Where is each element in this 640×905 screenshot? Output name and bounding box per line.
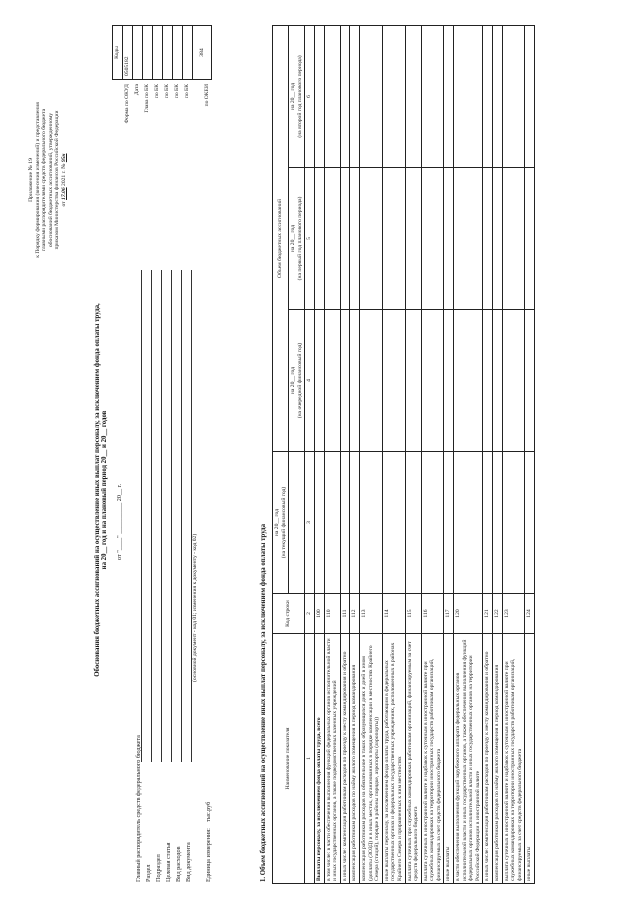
amount-cell[interactable] xyxy=(350,168,360,310)
year-label: на 20__ год xyxy=(274,508,280,537)
table-row xyxy=(525,25,535,883)
amount-cell[interactable] xyxy=(324,168,340,310)
amount-cell[interactable] xyxy=(340,452,350,594)
amount-cell[interactable] xyxy=(444,25,454,167)
document-title xyxy=(94,210,108,770)
row-indicator-name: в иных числе: компенсация работникам расходов по проезду к месту командирования и обратно xyxy=(483,634,493,884)
amount-cell[interactable] xyxy=(382,310,405,452)
amount-cell[interactable] xyxy=(502,168,525,310)
code-label: по БК xyxy=(184,84,191,99)
row-code: 112 xyxy=(350,594,360,634)
document-type-hint: (основной документ - код 01; изменения к документу - код 02) xyxy=(192,533,198,682)
appendix-date-year: 2021 г. № xyxy=(60,163,67,186)
column-number: 6 xyxy=(305,25,315,167)
row-indicator-name: компенсация работникам расходов по найму жилого помещения в период командирования xyxy=(350,634,360,884)
code-label: Форма по ОКУД xyxy=(124,84,131,124)
year-sublabel: (на текущий финансовый год) xyxy=(280,486,287,559)
amount-cell[interactable] xyxy=(502,452,525,594)
table-row xyxy=(340,25,350,883)
code-value[interactable]: 384 xyxy=(193,26,212,80)
amount-cell[interactable] xyxy=(314,168,324,310)
amount-cell[interactable] xyxy=(454,25,483,167)
amount-cell[interactable] xyxy=(350,310,360,452)
section-title: 1. Объем бюджетных ассигнований на осуществление иных выплат персоналу, за исключением фонда оплаты труда xyxy=(260,523,267,882)
amount-cell[interactable] xyxy=(421,452,444,594)
row-code: 110 xyxy=(324,594,340,634)
document-title-line: Обоснования бюджетных ассигнований на осуществление иных выплат персоналу, за исключением фонда оплаты труда, xyxy=(94,303,101,677)
field-row xyxy=(172,262,182,882)
amount-cell[interactable] xyxy=(444,310,454,452)
table-row xyxy=(359,25,382,883)
appendix-number: Приложение № 19 xyxy=(28,158,34,202)
appendix-date-value: 17.06 xyxy=(60,187,67,200)
row-indicator-name: выплата суточных в иностранной валюте и надбавок к суточным в иностранной валюте при служебных командировках на территории иностранных государств работникам организаций, финансируемых за счет средств федерального бюджета xyxy=(502,634,525,884)
amount-cell[interactable] xyxy=(483,452,493,594)
amount-cell[interactable] xyxy=(444,168,454,310)
amount-cell[interactable] xyxy=(405,310,421,452)
amount-cell[interactable] xyxy=(483,25,493,167)
amount-cell[interactable] xyxy=(340,310,350,452)
amount-cell[interactable] xyxy=(324,25,340,167)
amount-cell[interactable] xyxy=(493,168,503,310)
code-value[interactable] xyxy=(183,26,193,80)
row-code: 124 xyxy=(525,594,535,634)
field-input-line[interactable] xyxy=(141,270,142,762)
row-code: 122 xyxy=(493,594,503,634)
amount-cell[interactable] xyxy=(324,310,340,452)
code-value[interactable] xyxy=(153,26,163,80)
code-value[interactable]: 0505182 xyxy=(123,26,133,80)
amount-cell[interactable] xyxy=(382,168,405,310)
row-code: 111 xyxy=(340,594,350,634)
code-value[interactable] xyxy=(163,26,173,80)
column-header-spacer xyxy=(289,452,305,594)
codes-box xyxy=(112,25,212,155)
amount-cell[interactable] xyxy=(359,25,382,167)
row-indicator-name: компенсация работникам расходов на обязательное в таких образующихся днях и дней в ином (доплаты (ЗОЗД) и в иных местах, организованных в порядке компенсации в местностях Крайнего Севера (стаций), порядке в районы порядке, аэропорты (аэропорты)) xyxy=(359,634,382,884)
field-row xyxy=(182,262,192,882)
row-code: 116 xyxy=(421,594,444,634)
column-number: 5 xyxy=(305,168,315,310)
appendix-line: обоснований бюджетных ассигнований, утвержденному xyxy=(47,112,54,248)
appendix-line: приказом Министерства финансов Российской Федерации xyxy=(54,110,61,250)
appendix-date xyxy=(61,30,68,330)
field-input-line[interactable] xyxy=(161,270,162,762)
year-sublabel: (на первый год планового периода) xyxy=(296,196,303,281)
year-label: на 20__ год xyxy=(290,82,297,111)
code-label: по БК xyxy=(164,84,171,99)
code-label: по ОКЕИ xyxy=(203,84,210,107)
field-row xyxy=(152,262,162,882)
column-number: 3 xyxy=(305,452,315,594)
rotated-page xyxy=(20,20,620,890)
amount-cell[interactable] xyxy=(421,310,444,452)
row-code: 114 xyxy=(382,594,405,634)
column-number: 2 xyxy=(305,594,315,634)
row-code: 100 xyxy=(314,594,324,634)
appendix-block xyxy=(28,30,68,330)
amount-cell[interactable] xyxy=(359,452,382,594)
field-input-line[interactable] xyxy=(171,270,172,762)
row-indicator-name: иные выплаты xyxy=(444,634,454,884)
amount-cell[interactable] xyxy=(454,168,483,310)
row-indicator-name: выплата суточных в иностранной валюте и надбавок к суточным в иностранной валюте при служебных командировках на территории иностранных государств работникам организаций, финансируемых за счет средств федерального бюджета xyxy=(421,634,444,884)
column-header-year xyxy=(289,310,305,452)
column-header-code: Код строки xyxy=(273,594,305,634)
table-row xyxy=(324,25,340,883)
amount-cell[interactable] xyxy=(340,168,350,310)
year-label: на 20__ год xyxy=(290,224,297,253)
amount-cell[interactable] xyxy=(359,310,382,452)
amount-cell[interactable] xyxy=(421,168,444,310)
unit-row xyxy=(203,262,213,882)
table-row xyxy=(502,25,525,883)
column-header-year xyxy=(289,168,305,310)
amount-cell[interactable] xyxy=(483,310,493,452)
field-label: Раздел xyxy=(144,864,152,882)
codes-header: Коды xyxy=(113,26,123,80)
field-input-line[interactable] xyxy=(151,270,152,762)
code-label: по БК xyxy=(154,84,161,99)
field-label: Главный распорядитель средств федерального бюджета xyxy=(134,735,142,882)
amount-cell[interactable] xyxy=(454,310,483,452)
amount-cell[interactable] xyxy=(359,168,382,310)
column-number: 4 xyxy=(305,310,315,452)
code-label: Дата xyxy=(134,84,141,96)
table-row xyxy=(454,25,483,883)
code-value[interactable] xyxy=(143,26,153,80)
appendix-line: главными распорядителями средств федерального бюджета xyxy=(41,108,48,252)
field-label: Подраздел xyxy=(154,854,162,882)
amount-cell[interactable] xyxy=(493,310,503,452)
appendix-date-prefix: от xyxy=(60,201,67,207)
field-input-line[interactable] xyxy=(181,270,182,762)
field-label: Вид расходов xyxy=(174,846,182,882)
table-row xyxy=(444,25,454,883)
row-indicator-name: иные выплаты персоналу, за исключением фонда оплаты труда, работающим в федеральных государственных органах и федеральных государственных учреждениях, расположенных в районах Крайнего Севера и приравненных к ним местностях xyxy=(382,634,405,884)
amount-cell[interactable] xyxy=(525,168,535,310)
amount-cell[interactable] xyxy=(314,25,324,167)
code-label: по БК xyxy=(174,84,181,99)
amount-cell[interactable] xyxy=(525,25,535,167)
table-row xyxy=(314,25,324,883)
amount-cell[interactable] xyxy=(382,452,405,594)
amount-cell[interactable] xyxy=(483,168,493,310)
row-code: 115 xyxy=(405,594,421,634)
amount-cell[interactable] xyxy=(350,452,360,594)
amount-cell[interactable] xyxy=(382,25,405,167)
field-label: Вид документа xyxy=(184,842,192,882)
row-code: 123 xyxy=(502,594,525,634)
code-value[interactable] xyxy=(133,26,143,80)
header-fields xyxy=(132,262,213,882)
amount-cell[interactable] xyxy=(493,25,503,167)
row-indicator-name: иные выплаты xyxy=(525,634,535,884)
table-row xyxy=(382,25,405,883)
year-sublabel: (на второй год планового периода) xyxy=(296,55,303,138)
row-code: 120 xyxy=(454,594,483,634)
row-indicator-name: в части обеспечения выполнения функций зарубежного аппарата федеральных органов исполнительной власти и иных государственных органов, а также обеспечения выполнения функций федеральных органов исполнительной власти и иных государственных органов на территории Российской Федерации в иностранной валюте xyxy=(454,634,483,884)
field-row xyxy=(162,262,172,882)
appendix-order-number: 95н xyxy=(60,153,67,163)
year-label: на 20__ год xyxy=(290,366,297,395)
table-row xyxy=(421,25,444,883)
amount-cell[interactable] xyxy=(405,25,421,167)
row-code: 121 xyxy=(483,594,493,634)
amount-cell[interactable] xyxy=(340,25,350,167)
column-header-year xyxy=(273,452,289,594)
year-sublabel: (на очередной финансовый год) xyxy=(296,342,303,419)
amount-cell[interactable] xyxy=(421,25,444,167)
document-date-line: от "____" __________ 20__ г. xyxy=(116,483,123,560)
column-header-name: Наименование показателя xyxy=(273,634,305,884)
table-row xyxy=(405,25,421,883)
table-row xyxy=(493,25,503,883)
code-value[interactable] xyxy=(173,26,183,80)
amount-cell[interactable] xyxy=(324,452,340,594)
amount-cell[interactable] xyxy=(493,452,503,594)
row-indicator-name: Выплаты персоналу, за исключением фонда оплаты труда, всего xyxy=(314,634,324,884)
amount-cell[interactable] xyxy=(502,25,525,167)
amount-cell[interactable] xyxy=(350,25,360,167)
table-row xyxy=(483,25,493,883)
table-row xyxy=(350,25,360,883)
row-code: 113 xyxy=(359,594,382,634)
field-row xyxy=(142,262,152,882)
code-label: Глава по БК xyxy=(144,84,151,113)
row-indicator-name: выплата суточных при служебных командировках работникам организаций, финансируемым за счет средств федерального бюджета xyxy=(405,634,421,884)
amount-cell[interactable] xyxy=(314,310,324,452)
appendix-line: к Порядку формирования (внесения изменений) и представления xyxy=(34,102,41,258)
amount-cell[interactable] xyxy=(502,310,525,452)
amount-cell[interactable] xyxy=(525,452,535,594)
amount-cell[interactable] xyxy=(314,452,324,594)
amount-cell[interactable] xyxy=(405,452,421,594)
column-header-year xyxy=(289,25,305,167)
amount-cell[interactable] xyxy=(444,452,454,594)
row-indicator-name: в том числе: в части обеспечения выполнения функций федеральных органов исполнительной власти и иных государственных органов, а также подведомственных казенных учреждений xyxy=(324,634,340,884)
field-label: Целевая статья xyxy=(164,842,172,882)
unit-value: тыс.руб xyxy=(205,801,213,822)
column-number: 1 xyxy=(305,634,315,884)
amount-cell[interactable] xyxy=(525,310,535,452)
row-indicator-name: компенсация работникам расходов по найму жилого помещения в период командирования xyxy=(493,634,503,884)
budget-table xyxy=(272,25,535,884)
row-code: 117 xyxy=(444,594,454,634)
column-header-group: Объем бюджетных ассигнований xyxy=(273,25,289,451)
row-indicator-name: в иных числе: компенсация работникам расходов по проезду к месту командирования и обратно xyxy=(340,634,350,884)
field-row xyxy=(132,262,142,882)
field-input-line[interactable] xyxy=(191,270,192,762)
table-body xyxy=(314,25,534,883)
document-title-period: на 20__ год и на плановый период 20__ и 20__ годов xyxy=(101,410,108,570)
amount-cell[interactable] xyxy=(454,452,483,594)
unit-label: Единица измерения: xyxy=(205,828,213,882)
amount-cell[interactable] xyxy=(405,168,421,310)
